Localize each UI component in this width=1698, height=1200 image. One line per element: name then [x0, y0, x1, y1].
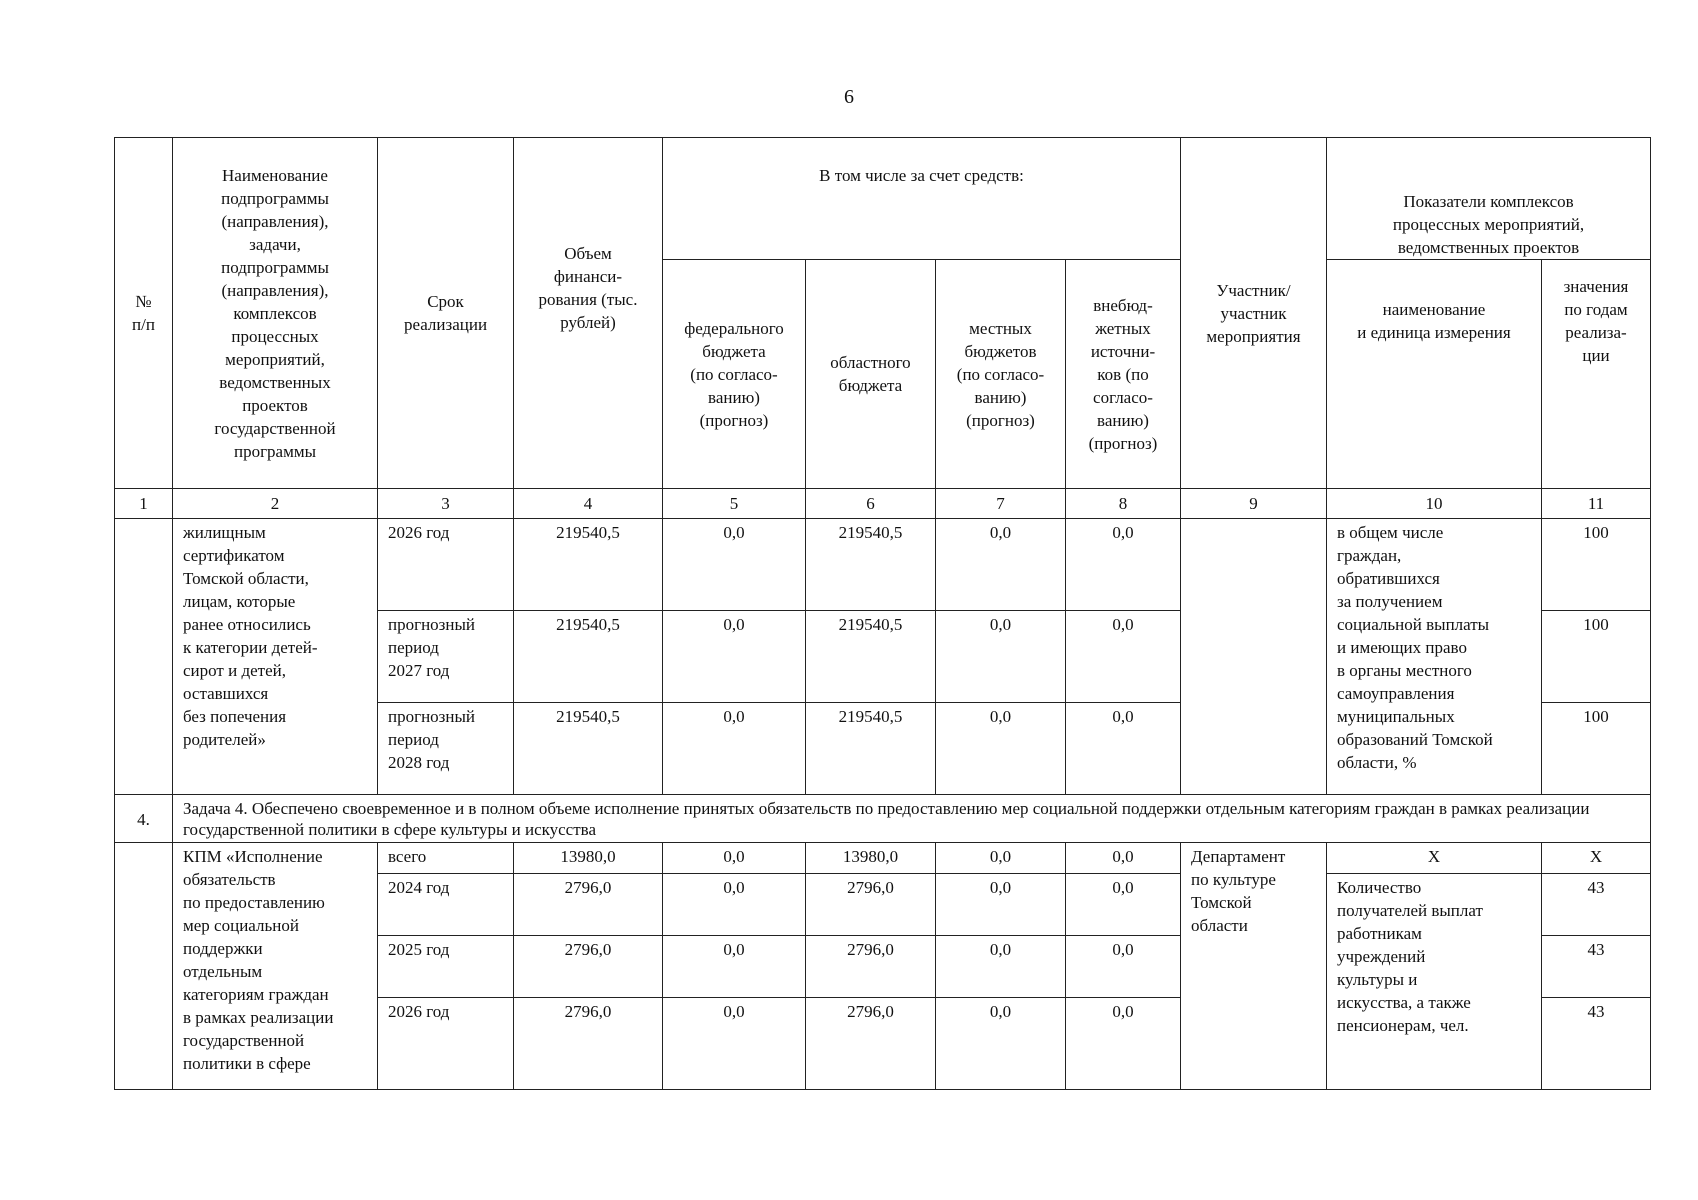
indicator-name: в общем числе граждан, обратившихся за получением социальной выплаты и имеющих право в органы местного самоуправления муниципальных образований Томской области, % — [1327, 519, 1542, 795]
regional-cell: 2796,0 — [806, 998, 936, 1090]
header-regional: областного бюджета — [806, 260, 936, 489]
column-number: 8 — [1066, 489, 1181, 519]
measure-name: жилищным сертификатом Томской области, лицам, которые ранее относились к категории детей- сирот и детей, оставшихся без попечения родителей» — [173, 519, 378, 795]
federal-cell: 0,0 — [663, 998, 806, 1090]
header-federal: федерального бюджета (по согласо- ванию) (прогноз) — [663, 260, 806, 489]
indicator-value: 43 — [1542, 874, 1651, 936]
local-cell: 0,0 — [936, 936, 1066, 998]
column-numbers-row — [115, 489, 1651, 519]
regional-cell: 13980,0 — [806, 843, 936, 874]
federal-cell: 0,0 — [663, 843, 806, 874]
column-number: 3 — [378, 489, 514, 519]
indicator-value: 100 — [1542, 611, 1651, 703]
term-cell: 2026 год — [378, 998, 514, 1090]
local-cell: 0,0 — [936, 703, 1066, 795]
header-local: местных бюджетов (по согласо- ванию) (прогноз) — [936, 260, 1066, 489]
column-number: 10 — [1327, 489, 1542, 519]
term-cell: 2026 год — [378, 519, 514, 611]
local-cell: 0,0 — [936, 998, 1066, 1090]
header-extra: внебюд- жетных источни- ков (по согласо- ванию) (прогноз) — [1066, 260, 1181, 489]
indicator-value: 100 — [1542, 703, 1651, 795]
column-number: 4 — [514, 489, 663, 519]
column-number: 6 — [806, 489, 936, 519]
total-cell: 2796,0 — [514, 998, 663, 1090]
indicator-value: 43 — [1542, 998, 1651, 1090]
header-name: Наименование подпрограммы (направления), задачи, подпрограммы (направления), комплексов процессных мероприятий, ведомственных проектов государственной программы — [173, 138, 378, 489]
regional-cell: 219540,5 — [806, 611, 936, 703]
participant-cell — [1181, 519, 1327, 795]
row-number-cell — [115, 519, 173, 795]
indicator-name: Количество получателей выплат работникам учреждений культуры и искусства, а также пенсионерам, чел. — [1327, 874, 1542, 1090]
term-cell: 2024 год — [378, 874, 514, 936]
table-row — [115, 519, 1651, 611]
participant-cell: Департамент по культуре Томской области — [1181, 843, 1327, 1090]
indicator-value: Х — [1542, 843, 1651, 874]
regional-cell: 2796,0 — [806, 936, 936, 998]
extra-cell: 0,0 — [1066, 611, 1181, 703]
header-participant: Участник/ участник мероприятия — [1181, 138, 1327, 489]
extra-cell: 0,0 — [1066, 519, 1181, 611]
indicator-value: 100 — [1542, 519, 1651, 611]
measure-name: КПМ «Исполнение обязательств по предоставлению мер социальной поддержки отдельным категориям граждан в рамках реализации государственной политики в сфере — [173, 843, 378, 1090]
term-cell: прогнозный период 2028 год — [378, 703, 514, 795]
regional-cell: 219540,5 — [806, 519, 936, 611]
local-cell: 0,0 — [936, 874, 1066, 936]
regional-cell: 219540,5 — [806, 703, 936, 795]
task-text: Задача 4. Обеспечено своевременное и в полном объеме исполнение принятых обязательств по предоставлению мер социальной поддержки отдельным категориям граждан в рамках реализации государственной политики в сфере культуры и искусства — [173, 795, 1651, 843]
total-cell: 219540,5 — [514, 703, 663, 795]
federal-cell: 0,0 — [663, 519, 806, 611]
column-number: 9 — [1181, 489, 1327, 519]
column-number: 2 — [173, 489, 378, 519]
indicator-name: Х — [1327, 843, 1542, 874]
task-number: 4. — [115, 795, 173, 843]
term-cell: всего — [378, 843, 514, 874]
federal-cell: 0,0 — [663, 703, 806, 795]
total-cell: 219540,5 — [514, 611, 663, 703]
column-number: 11 — [1542, 489, 1651, 519]
header-indicator-name: наименование и единица измерения — [1327, 260, 1542, 489]
row-number-cell — [115, 843, 173, 1090]
column-number: 5 — [663, 489, 806, 519]
extra-cell: 0,0 — [1066, 874, 1181, 936]
federal-cell: 0,0 — [663, 874, 806, 936]
header-row — [115, 138, 1651, 260]
column-number: 7 — [936, 489, 1066, 519]
federal-cell: 0,0 — [663, 936, 806, 998]
local-cell: 0,0 — [936, 843, 1066, 874]
term-cell: 2025 год — [378, 936, 514, 998]
local-cell: 0,0 — [936, 611, 1066, 703]
header-volume: Объем финанси- рования (тыс. рублей) — [514, 138, 663, 489]
extra-cell: 0,0 — [1066, 703, 1181, 795]
extra-cell: 0,0 — [1066, 998, 1181, 1090]
indicator-value: 43 — [1542, 936, 1651, 998]
program-table — [114, 137, 1651, 1090]
regional-cell: 2796,0 — [806, 874, 936, 936]
column-number: 1 — [115, 489, 173, 519]
total-cell: 219540,5 — [514, 519, 663, 611]
table-row — [115, 843, 1651, 874]
total-cell: 13980,0 — [514, 843, 663, 874]
total-cell: 2796,0 — [514, 936, 663, 998]
page-number: 6 — [844, 86, 854, 108]
header-indicator-values: значения по годам реализа- ции — [1542, 260, 1651, 489]
total-cell: 2796,0 — [514, 874, 663, 936]
extra-cell: 0,0 — [1066, 843, 1181, 874]
local-cell: 0,0 — [936, 519, 1066, 611]
header-funds-group: В том числе за счет средств: — [663, 138, 1181, 260]
extra-cell: 0,0 — [1066, 936, 1181, 998]
task-row — [115, 795, 1651, 843]
header-term: Срок реализации — [378, 138, 514, 489]
header-indicators-group: Показатели комплексов процессных мероприятий, ведомственных проектов — [1327, 138, 1651, 260]
term-cell: прогнозный период 2027 год — [378, 611, 514, 703]
header-number: № п/п — [115, 138, 173, 489]
federal-cell: 0,0 — [663, 611, 806, 703]
